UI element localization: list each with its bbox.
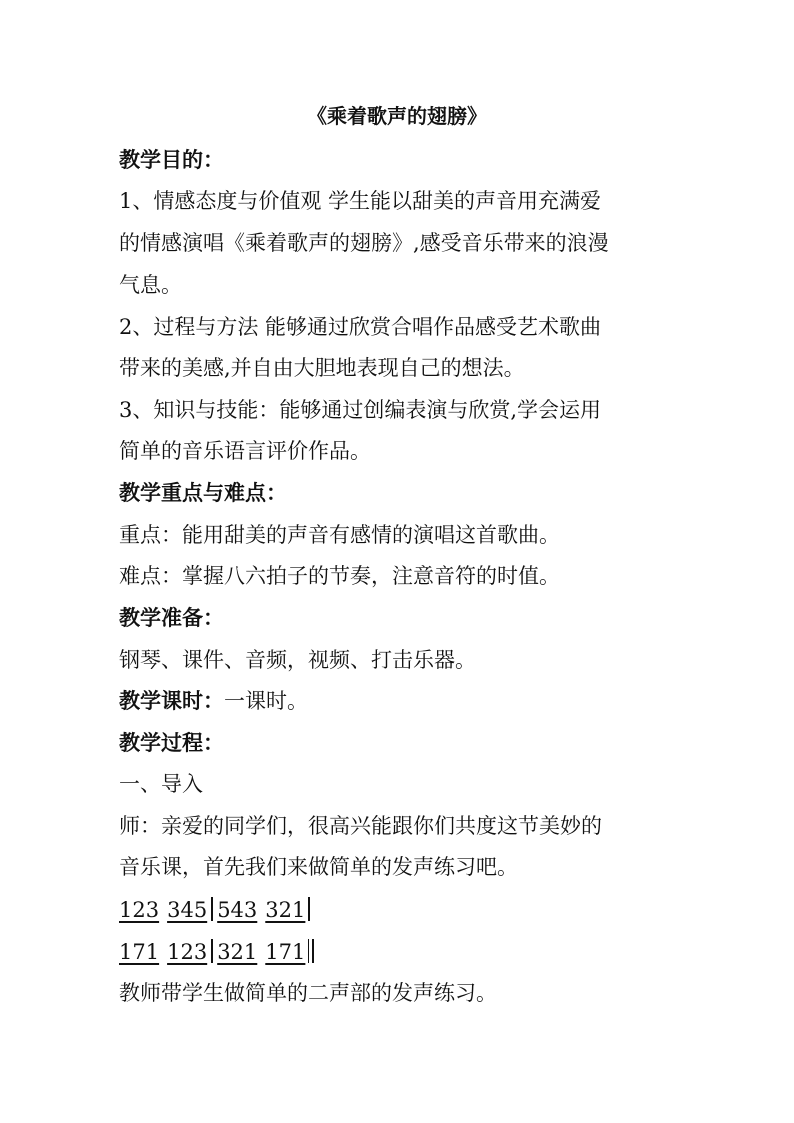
objective-2-line-2: 带来的美感,并自由大胆地表现自己的想法。: [119, 356, 525, 380]
note-group: 123: [167, 940, 208, 964]
double-bar-line-thin: [308, 939, 309, 963]
preparation-text: 钢琴、课件、音频，视频、打击乐器。: [119, 648, 476, 672]
closing-line: 教师带学生做简单的二声部的发声练习。: [119, 981, 497, 1005]
bar-line: [211, 897, 213, 921]
page-title: 《乘着歌声的翅膀》: [307, 104, 487, 128]
bar-line: [308, 897, 310, 921]
note-group: 543: [217, 898, 258, 922]
hours-value: 一课时。: [224, 689, 308, 713]
bar-line: [211, 939, 213, 963]
note-group: 171: [119, 940, 160, 964]
exercise-row-1: [119, 895, 679, 925]
heading-key-points: 教学重点与难点：: [119, 480, 287, 505]
exercise-row-2: [119, 937, 679, 967]
key-point: 重点：能用甜美的声音有感情的演唱这首歌曲。: [119, 523, 560, 547]
double-bar-line-thick: [312, 939, 314, 963]
heading-process: 教学过程：: [119, 730, 224, 755]
objective-3-line-1: 3、知识与技能：能够通过创编表演与欣赏,学会运用: [119, 398, 602, 422]
note-group: 321: [217, 940, 258, 964]
note-group: 345: [167, 898, 208, 922]
objective-1-line-2: 的情感演唱《乘着歌声的翅膀》,感受音乐带来的浪漫: [119, 231, 609, 255]
heading-hours: 教学课时：: [119, 688, 224, 713]
objective-2-line-1: 2、过程与方法 能够通过欣赏合唱作品感受艺术歌曲: [119, 315, 602, 339]
heading-preparation: 教学准备：: [119, 605, 224, 630]
note-group: 123: [119, 898, 160, 922]
difficult-point: 难点：掌握八六拍子的节奏，注意音符的时值。: [119, 564, 560, 588]
objective-1-line-1: 1、情感态度与价值观 学生能以甜美的声音用充满爱: [119, 189, 602, 213]
objective-1-line-3: 气息。: [119, 273, 182, 297]
hours-line: [119, 686, 679, 716]
objective-3-line-2: 简单的音乐语言评价作品。: [119, 439, 371, 463]
note-group: 171: [265, 940, 306, 964]
teacher-line-2: 音乐课，首先我们来做简单的发声练习吧。: [119, 855, 518, 879]
heading-objectives: 教学目的：: [119, 147, 224, 172]
section-intro: 一、导入: [119, 772, 203, 796]
note-group: 321: [265, 898, 306, 922]
teacher-line-1: 师：亲爱的同学们，很高兴能跟你们共度这节美妙的: [119, 814, 602, 838]
